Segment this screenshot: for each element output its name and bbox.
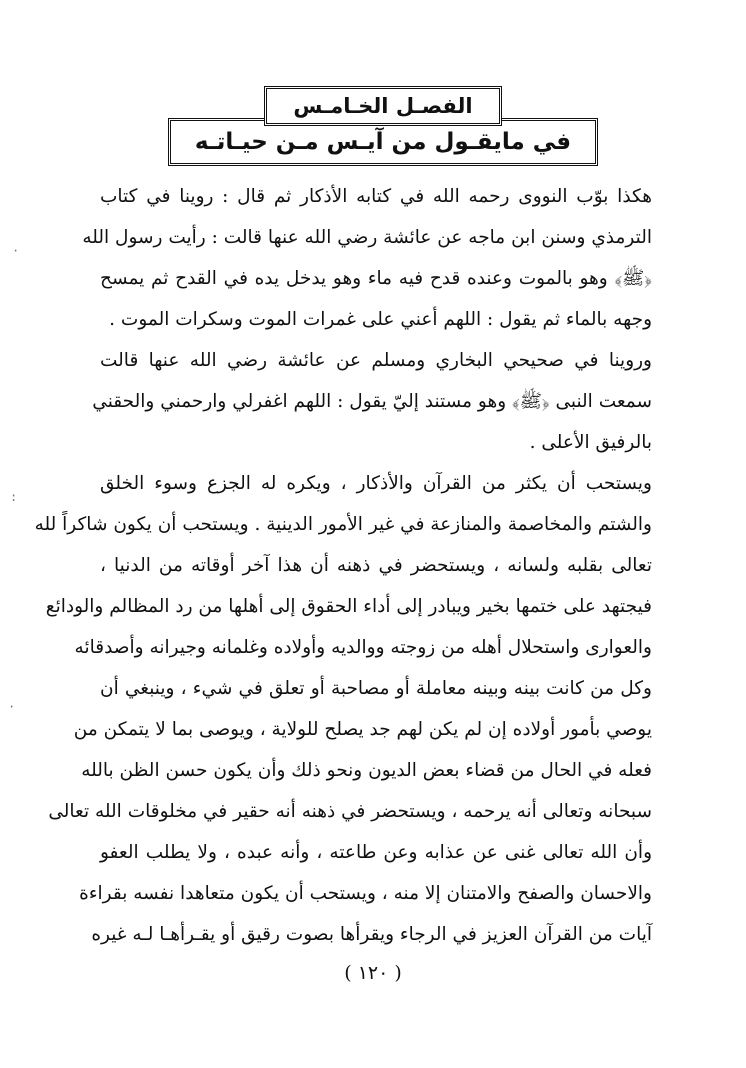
text-line: سبحانه وتعالى أنه يرحمه ، ويستحضر في ذهنه أنه حقير في مخلوقات الله تعالى — [48, 801, 652, 822]
text-line: فعله في الحال من قضاء بعض الديون ونحو ذلك وأن يكون حسن الظن بالله — [81, 760, 652, 781]
page-number: ( ١٢٠ ) — [344, 962, 402, 984]
text-line: وأن الله تعالى غنى عن عذابه وعن طاعته ، وأنه عبده ، ولا يطلب العفو — [100, 842, 652, 863]
text-line: يوصي بأمور أولاده إن لم يكن لهم جد يصلح للولاية ، ويوصى بما لا يتمكن من — [73, 719, 652, 740]
text-line: الترمذي وسنن ابن ماجه عن عائشة رضي الله عنها قالت : رأيت رسول الله — [82, 227, 652, 248]
text-line: والعوارى واستحلال أهله من زوجته ووالديه وأولاده وغلمانه وجيرانه وأصدقائه — [74, 637, 652, 658]
text-line: تعالى بقلبه ولسانه ، ويستحضر في ذهنه أن هذا آخر أوقاته من الدنيا ، — [100, 555, 652, 576]
text-line: بالرفيق الأعلى . — [529, 432, 652, 453]
text-line: وروينا في صحيحي البخاري ومسلم عن عائشة رضي الله عنها قالت — [100, 350, 652, 371]
text-line: سمعت النبى ﴿ﷺ﴾ وهو مستند إليّ يقول : اللهم اغفرلي وارحمني والحقني — [92, 391, 652, 412]
text-line: هكذا بوّب النووى رحمه الله في كتابه الأذكار ثم قال : روينا في كتاب — [100, 186, 652, 207]
text-line: فيجتهد على ختمها بخير ويبادر إلى أداء الحقوق إلى أهلها من رد المظالم والودائع — [45, 596, 652, 617]
text-line: وجهه بالماء ثم يقول : اللهم أعني على غمرات الموت وسكرات الموت . — [109, 309, 652, 330]
body-text — [34, 176, 652, 955]
scan-speck: : — [10, 490, 18, 504]
text-line: آيات من القرآن العزيز في الرجاء ويقرأها بصوت رقيق أو يقـرأهـا لـه غيره — [91, 924, 652, 945]
text-line: ﴿ﷺ﴾ وهو بالموت وعنده قدح فيه ماء وهو يدخل يده في القدح ثم يمسح — [100, 268, 652, 289]
scan-speck: · — [12, 244, 20, 258]
text-line: والشتم والمخاصمة والمنازعة في غير الأمور الدينية . ويستحب أن يكون شاكراً لله — [34, 514, 652, 535]
text-line: وكل من كانت بينه وبينه معاملة أو مصاحبة أو تعلق في شيء ، وينبغي أن — [100, 678, 652, 699]
chapter-heading: الفصـل الخـامـس — [293, 94, 473, 118]
text-line: ويستحب أن يكثر من القرآن والأذكار ، ويكره له الجزع وسوء الخلق — [100, 473, 652, 494]
section-title: في مايقـول من آيـس مـن حيـاتـه — [194, 129, 572, 155]
text-line: والاحسان والصفح والامتنان إلا منه ، ويستحب أن يكون متعاهدا نفسه بقراءة — [79, 883, 652, 904]
scan-speck: · — [8, 700, 16, 714]
chapter-heading-box — [264, 86, 502, 126]
